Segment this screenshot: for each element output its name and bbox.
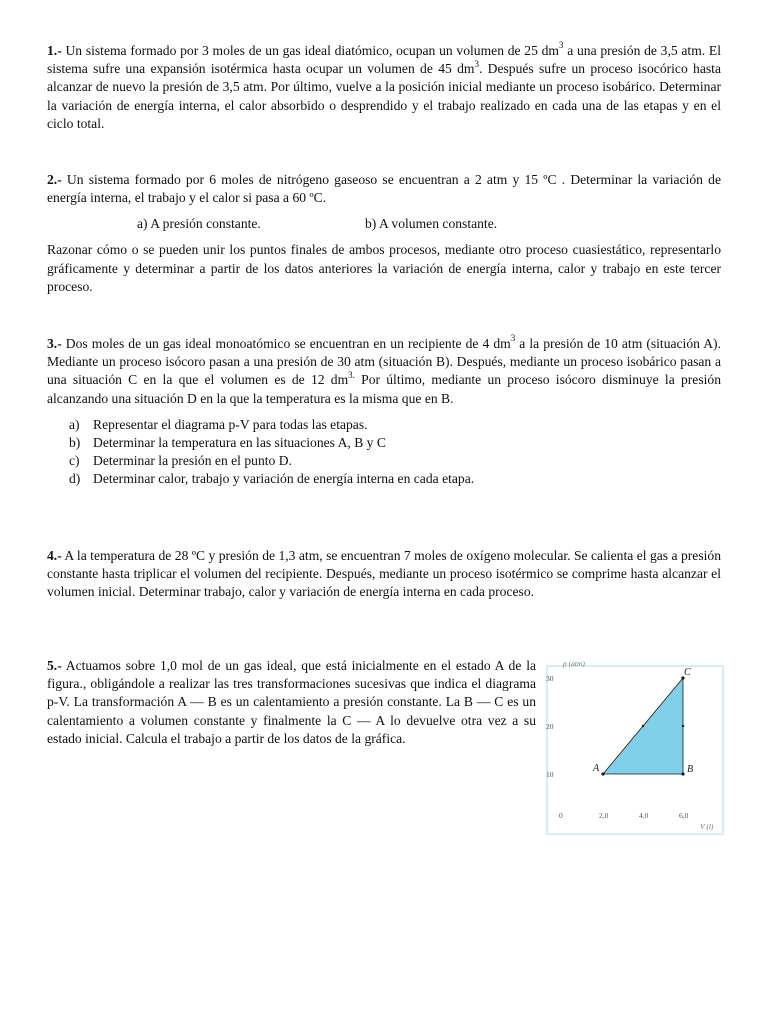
arrow-marker [682,725,684,727]
list-item-label: a) [69,416,80,432]
problem-2-text [47,171,721,207]
midpoint-marker [642,725,644,727]
list-item-text: Determinar la temperatura en las situaciones A, B y C [93,435,386,451]
x-tick-label: 6,0 [679,811,689,820]
problem-2-paragraph: Razonar cómo o se pueden unir los puntos finales de ambos procesos, mediante otro proceso cuasiestático, representarlo gráficamente y determinar a partir de los datos anteriores la variación de energía interna, calor y trabajo en este tercer proceso. [47,242,721,294]
list-item-label: b) [69,435,81,451]
problem-1-text [47,42,721,133]
problem-3-text-part: Por último, mediante un proceso isócoro disminuye la presión alcanzando una situación D en la que la temperatura es la misma que en B. [47,372,721,406]
list-item-text: Determinar la presión en el punto D. [93,453,292,469]
point-label-c: C [684,667,691,678]
problem-1 [47,42,721,133]
x-tick-label: 2,0 [599,811,609,820]
list-item-text: Representar el diagrama p-V para todas las etapas. [93,416,368,432]
point-a [601,772,604,775]
pv-diagram-svg [545,652,725,836]
x-axis-label: V (l) [700,822,714,831]
problem-2-text-part: Un sistema formado por 6 moles de nitrógeno gaseoso se encuentran a 2 atm y 15 ºC . Determinar la variación de energía interna, el trabajo y el calor si pasa a 60 ºC. [47,172,721,206]
superscript: 3 [558,40,564,51]
superscript: 3. [348,369,355,380]
point-label-b: B [687,764,694,775]
problem-3-list [47,416,721,489]
list-item [69,434,721,452]
problem-4-text [47,547,721,602]
y-axis-label: p (atm) [563,659,585,668]
point-label-a: A [593,763,600,774]
problem-5 [47,657,536,748]
x-tick-label: 0 [559,811,563,820]
problem-2-options [47,215,721,233]
y-tick-label: 20 [546,722,554,731]
problem-3-number: 3.- [47,336,62,351]
problem-2-number: 2.- [47,172,62,187]
list-item [69,416,721,434]
y-tick-label: 10 [546,770,554,779]
point-b [681,772,684,775]
problem-5-text-part: Actuamos sobre 1,0 mol de un gas ideal, que está inicialmente en el estado A de la figura., obligándole a realizar las tres transformaciones sucesivas que indica el diagrama p-V. La transformación A — B es un calentamiento a presión constante. La B — C es un calentamiento a volumen constante y finalmente la C — A lo devuelve otra vez a su estado inicial. Calcula el trabajo a partir de los datos de la gráfica. [47,658,536,746]
problem-3-text [47,335,721,408]
list-item-label: d) [69,471,81,487]
problem-1-number: 1.- [47,43,62,58]
problem-2-option-a: a) A presión constante. [137,216,261,232]
problem-4-number: 4.- [47,548,62,563]
problem-3-text-part: a la presión de 10 atm (situación A). Mediante un proceso isócoro pasan a una presión de 30 atm (situación B). Después, mediante un proceso isobárico pasan a una situación C en la que el volumen es de 12 dm [47,336,721,388]
list-item-text: Determinar calor, trabajo y variación de energía interna en cada etapa. [93,471,475,487]
problem-1-text-part: . Después sufre un proceso isocórico hasta alcanzar de nuevo la presión de 3,5 atm. Por último, vuelve a la posición inicial mediante un proceso isobárico. Determinar la variación de energía interna, el calor absorbido o desprendido y el trabajo realizado en cada una de las etapas y en el ciclo total. [47,61,721,131]
problem-3 [47,335,721,489]
x-tick-label: 4,0 [639,811,649,820]
problem-2-option-b: b) A volumen constante. [365,216,498,232]
list-item-label: c) [69,453,80,469]
problem-1-text-part: Un sistema formado por 3 moles de un gas ideal diatómico, ocupan un volumen de 25 dm [61,43,559,58]
superscript: 3 [510,333,516,344]
pv-diagram [545,652,725,836]
problem-4 [47,547,721,602]
list-item [69,452,721,470]
problem-5-number: 5.- [47,658,62,673]
list-item [69,470,721,488]
y-tick-label: 30 [546,674,554,683]
problem-4-text-part: A la temperatura de 28 ºC y presión de 1,3 atm, se encuentran 7 moles de oxígeno molecular. Se calienta el gas a presión constante hasta triplicar el volumen del recipiente. Después, mediante un proceso isotérmico se comprime hasta alcanzar el volumen inicial. Determinar trabajo, calor y variación de energía interna en cada proceso. [47,548,721,600]
problem-1-text-part: a una presión de 3,5 atm. El sistema sufre una expansión isotérmica hasta ocupar un volumen de 45 dm [47,43,721,77]
problem-5-text [47,657,536,748]
problem-2 [47,171,721,296]
superscript: 3 [474,58,479,69]
problem-3-text-part: Dos moles de un gas ideal monoatómico se encuentran en un recipiente de 4 dm [61,336,511,351]
